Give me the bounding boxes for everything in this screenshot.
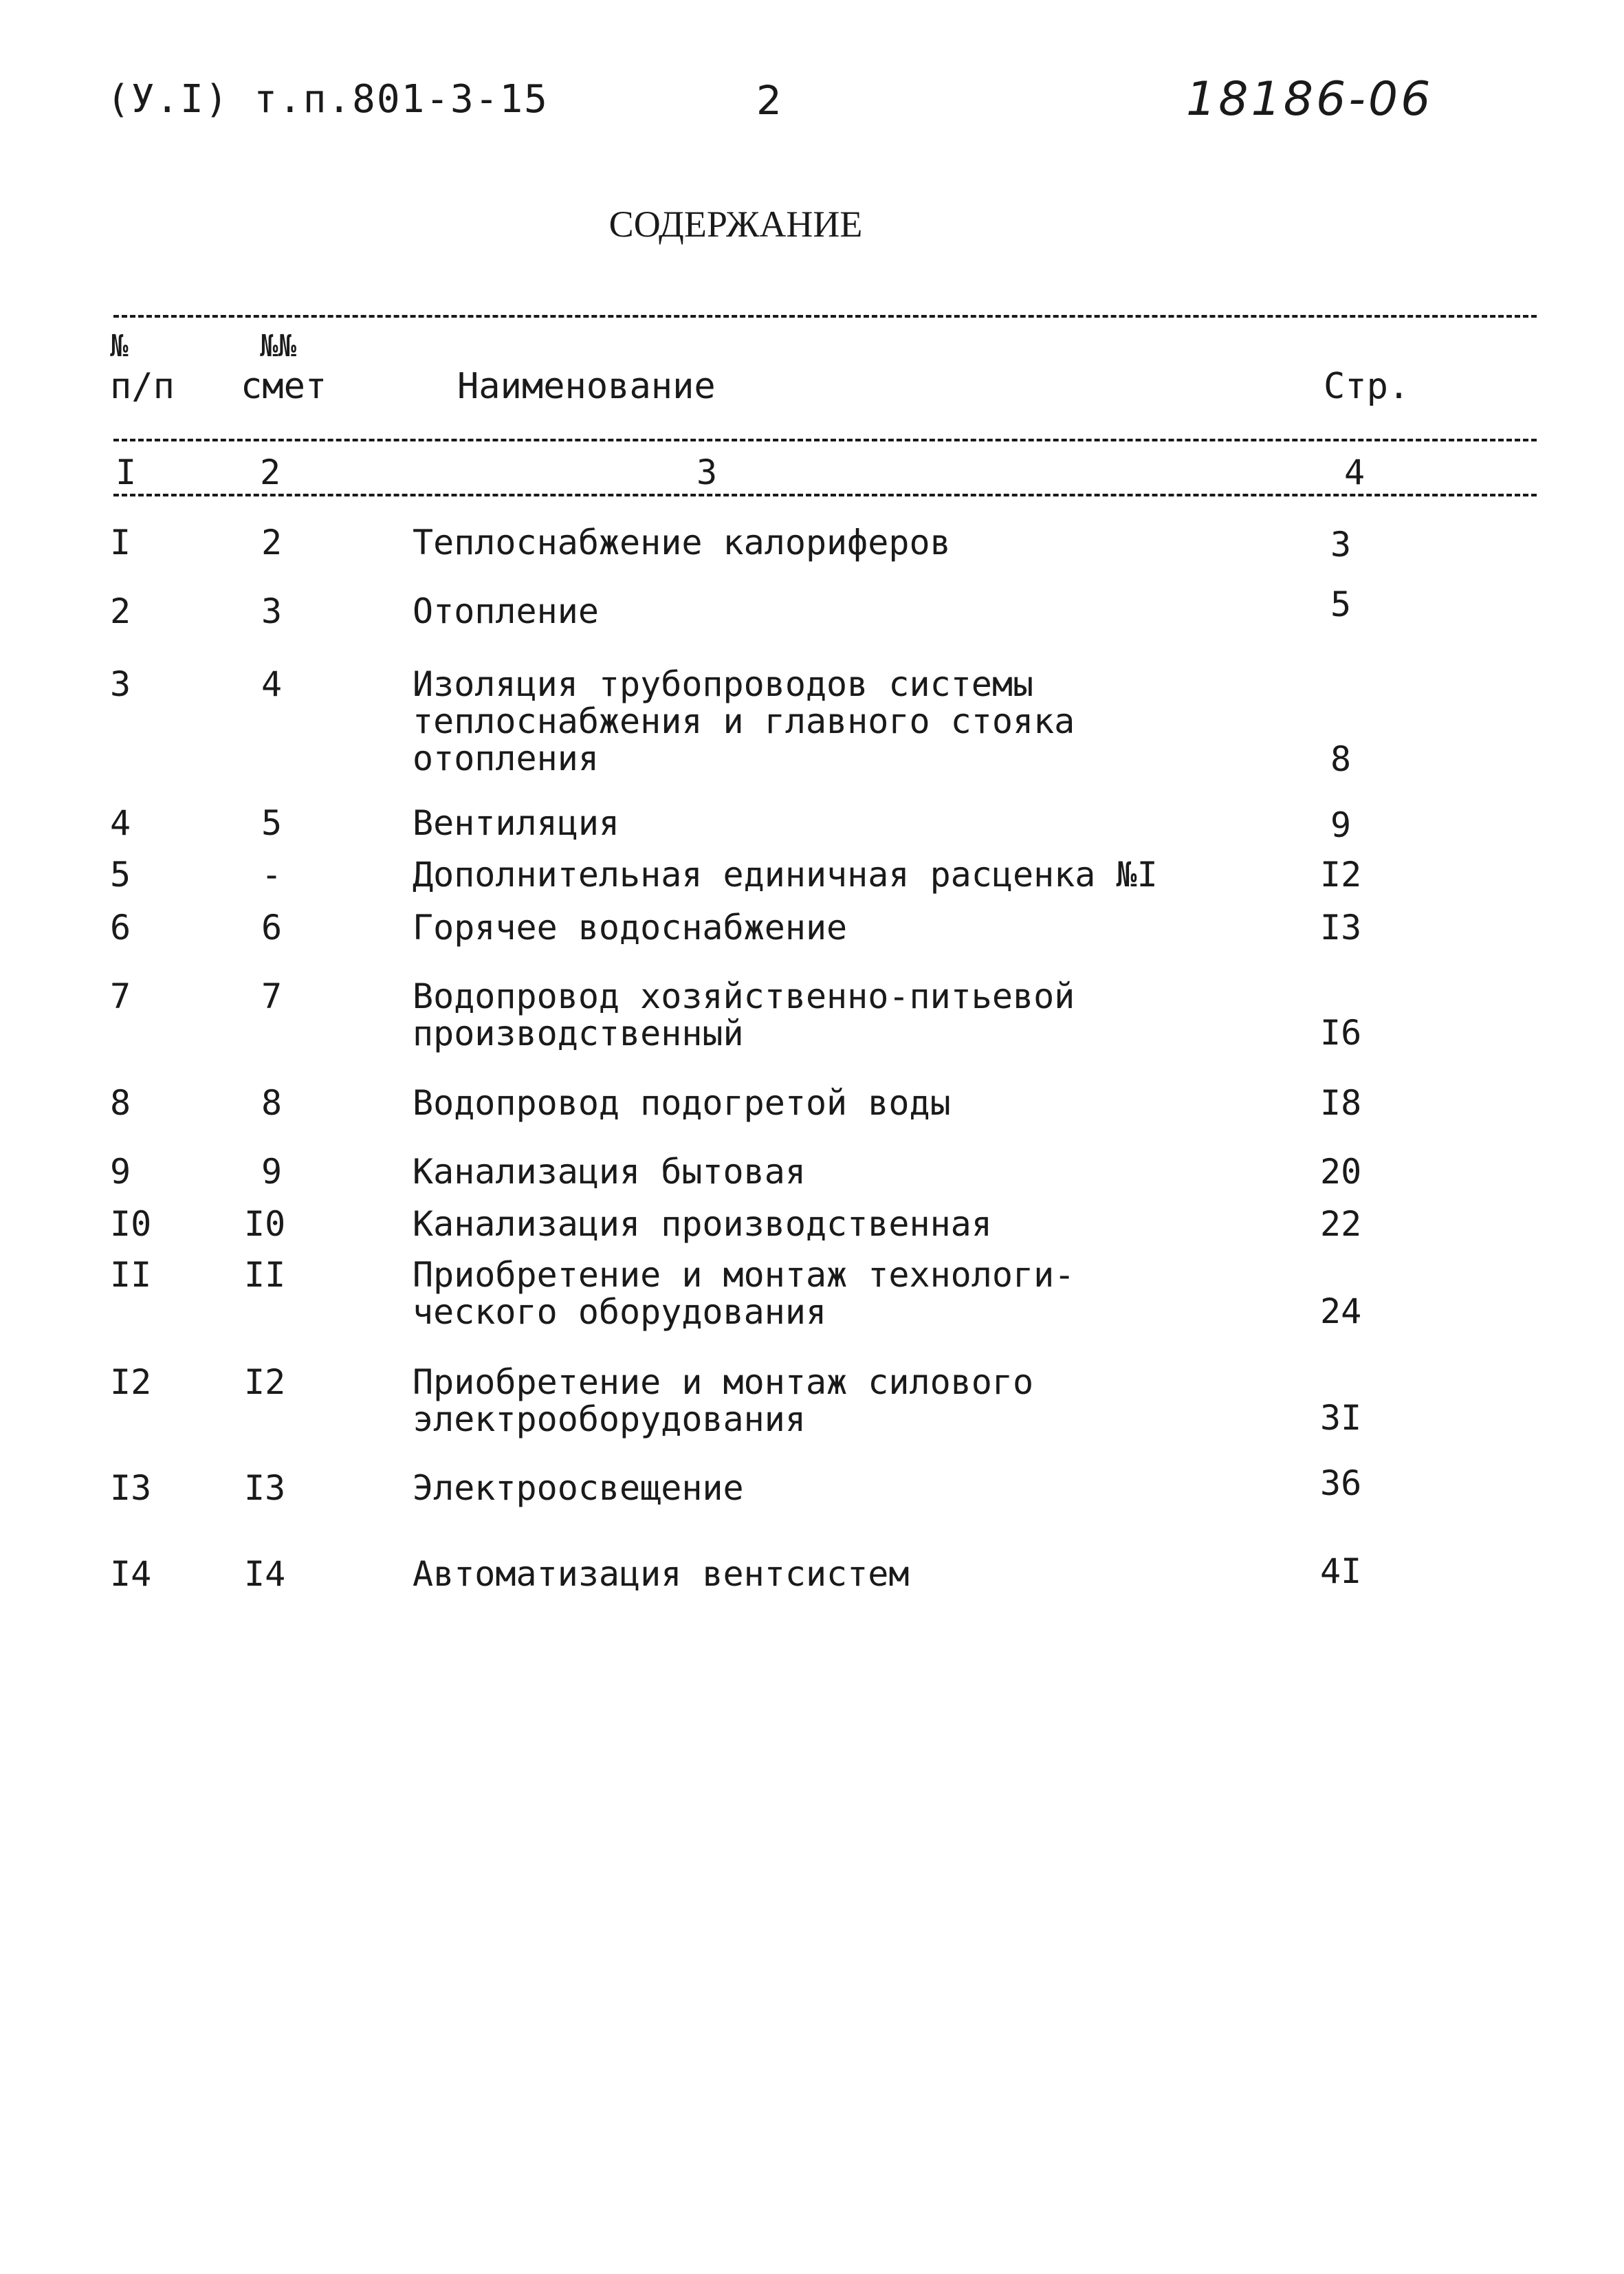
row-page: 3I — [1320, 1398, 1362, 1438]
row-number: 6 — [110, 908, 131, 948]
row-number: I3 — [110, 1468, 152, 1508]
row-name: Изоляция трубопроводов системы теплоснабжения и главного стояка отопления — [413, 664, 1075, 778]
row-number: I — [110, 523, 131, 562]
row-name: Вентиляция — [413, 803, 620, 843]
row-number: 4 — [110, 803, 131, 843]
row-number: 7 — [110, 976, 131, 1016]
row-estimate: 3 — [261, 591, 283, 631]
row-estimate: 7 — [261, 976, 283, 1016]
row-name: Водопровод хозяйственно-питьевой производственный — [413, 976, 1075, 1053]
row-page: I3 — [1320, 908, 1362, 948]
row-estimate: I2 — [244, 1362, 286, 1402]
row-number: 8 — [110, 1083, 131, 1123]
row-name: Водопровод подогретой воды — [413, 1083, 951, 1123]
header-page: Стр. — [1324, 366, 1410, 407]
row-page: 5 — [1330, 584, 1352, 624]
row-name: Дополнительная единичная расценка №I — [413, 855, 1158, 895]
row-estimate: I0 — [244, 1204, 286, 1244]
header-estimate-number: смет — [241, 366, 327, 407]
row-estimate: - — [261, 855, 283, 895]
header-number-sign: № — [110, 329, 129, 364]
row-page: 22 — [1320, 1204, 1362, 1244]
row-estimate: 6 — [261, 908, 283, 948]
row-estimate: 9 — [261, 1152, 283, 1192]
table-top-rule — [113, 315, 1537, 318]
header-item-number: п/п — [110, 366, 175, 407]
page-title: СОДЕРЖАНИЕ — [608, 204, 863, 245]
row-number: 2 — [110, 591, 131, 631]
row-name: Приобретение и монтаж силового электрооборудования — [413, 1362, 1034, 1439]
header-bottom-rule — [113, 439, 1537, 441]
row-name: Горячее водоснабжение — [413, 908, 848, 948]
row-estimate: I3 — [244, 1468, 286, 1508]
row-name: Приобретение и монтаж технологи- ческого оборудования — [413, 1255, 1075, 1332]
header-name: Наименование — [457, 366, 716, 407]
row-estimate: 5 — [261, 803, 283, 843]
row-name: Электроосвещение — [413, 1468, 744, 1508]
column-number: I — [116, 452, 137, 492]
row-name: Канализация производственная — [413, 1204, 992, 1244]
row-estimate: 8 — [261, 1083, 283, 1123]
row-page: I8 — [1320, 1083, 1362, 1123]
row-page: I6 — [1320, 1013, 1362, 1053]
row-name: Автоматизация вентсистем — [413, 1554, 910, 1594]
column-number-rule — [113, 494, 1537, 496]
column-number: 4 — [1344, 452, 1365, 492]
row-estimate: I4 — [244, 1554, 286, 1594]
page-number: 2 — [756, 77, 782, 124]
row-estimate: 4 — [261, 664, 283, 704]
row-page: I2 — [1320, 855, 1362, 895]
row-page: 24 — [1320, 1291, 1362, 1331]
document-code-right: 18186-06 — [1186, 72, 1434, 127]
column-number: 2 — [260, 452, 281, 492]
document-code-left: (У.I) т.п.801-3-15 — [107, 77, 549, 122]
row-estimate: 2 — [261, 523, 283, 562]
row-page: 3 — [1330, 525, 1352, 565]
row-name: Отопление — [413, 591, 599, 631]
row-number: I2 — [110, 1362, 152, 1402]
row-number: 5 — [110, 855, 131, 895]
row-page: 20 — [1320, 1152, 1362, 1192]
row-number: I4 — [110, 1554, 152, 1594]
row-page: 9 — [1330, 805, 1352, 845]
row-page: 36 — [1320, 1463, 1362, 1503]
row-page: 8 — [1330, 739, 1352, 779]
row-number: 3 — [110, 664, 131, 704]
row-number: I0 — [110, 1204, 152, 1244]
row-estimate: II — [244, 1255, 286, 1295]
column-number: 3 — [696, 452, 718, 492]
row-name: Теплоснабжение калориферов — [413, 523, 951, 562]
header-estimate-sign: №№ — [260, 329, 296, 364]
row-name: Канализация бытовая — [413, 1152, 806, 1192]
row-number: II — [110, 1255, 152, 1295]
row-number: 9 — [110, 1152, 131, 1192]
row-page: 4I — [1320, 1551, 1362, 1591]
